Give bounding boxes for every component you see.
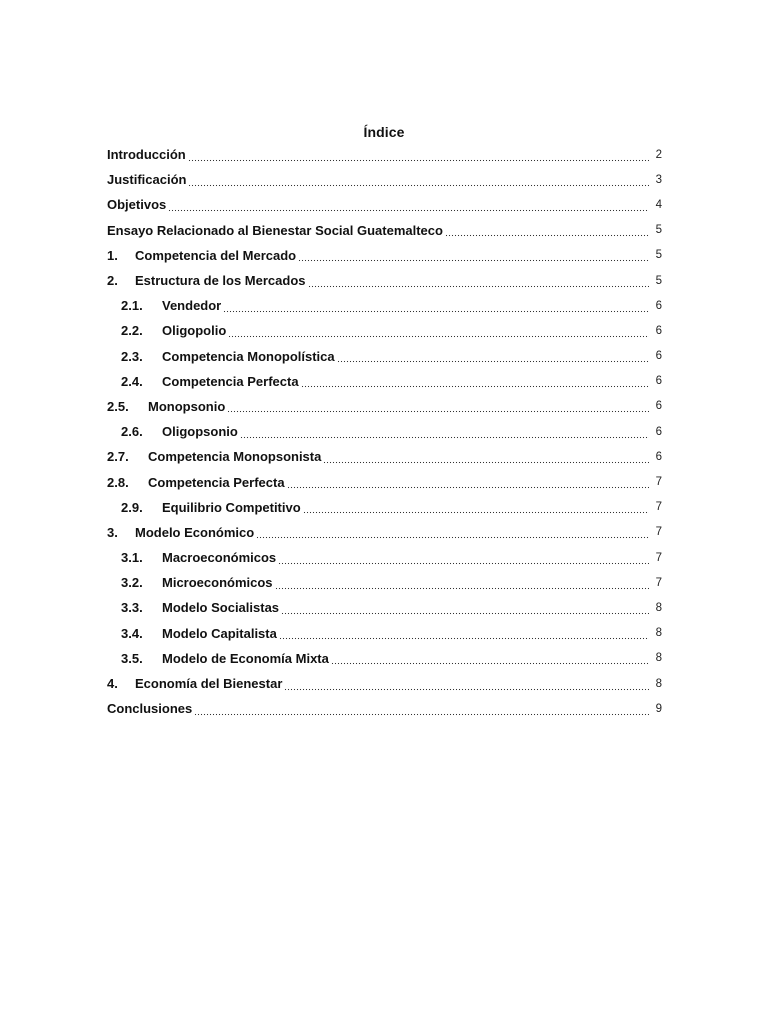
toc-entry-page-number: 6 <box>655 450 662 463</box>
toc-entry-number: 4. <box>107 676 118 692</box>
dot-leader <box>287 479 649 489</box>
toc-entry-page-number: 6 <box>655 299 662 312</box>
toc-entry-text: Introducción <box>107 147 186 163</box>
toc-entry-label <box>107 349 335 364</box>
toc-entry-page-number: 8 <box>655 601 662 614</box>
toc-entry-page-number: 5 <box>655 224 662 237</box>
toc-entry-number: 3.1. <box>121 550 143 566</box>
toc-entry-label <box>107 323 226 338</box>
toc-entry-text: Modelo Económico <box>135 524 255 540</box>
toc-entry-text: Monopsonio <box>148 398 226 414</box>
toc-entry-text: Competencia Monopolística <box>162 348 335 364</box>
toc-entry-text: Estructura de los Mercados <box>135 273 306 289</box>
dot-leader <box>337 353 649 363</box>
toc-entry-page-number: 6 <box>655 324 662 337</box>
toc-entry-text: Competencia Monopsonista <box>148 449 322 465</box>
toc-entry-text: Modelo Socialistas <box>162 600 280 616</box>
toc-entry-text: Competencia Perfecta <box>148 474 285 490</box>
toc-entry-number: 3.4. <box>121 625 143 641</box>
toc-entry-number: 3. <box>107 524 118 540</box>
toc-entry-text: Justificación <box>107 172 187 188</box>
dot-leader <box>323 454 649 464</box>
toc-entry-number: 2.5. <box>107 398 129 414</box>
toc-entry-label <box>107 500 301 515</box>
toc-entry-number: 2.3. <box>121 348 143 364</box>
toc-entry[interactable] <box>107 419 662 444</box>
toc-entry[interactable] <box>107 218 662 243</box>
toc-entry-label <box>107 424 238 439</box>
toc-entry[interactable] <box>107 595 662 620</box>
toc-entry-text: Microeconómicos <box>162 575 273 591</box>
toc-entry[interactable] <box>107 293 662 318</box>
toc-entry-label <box>107 172 186 187</box>
dot-leader <box>284 681 649 691</box>
toc-entry-page-number: 6 <box>655 425 662 438</box>
toc-entry[interactable] <box>107 469 662 494</box>
toc-entry-page-number: 5 <box>655 274 662 287</box>
dot-leader <box>298 252 649 262</box>
toc-entry-number: 3.2. <box>121 575 143 591</box>
toc-entry[interactable] <box>107 243 662 268</box>
toc-entry-number: 2.8. <box>107 474 129 490</box>
toc-entry[interactable] <box>107 142 662 167</box>
dot-leader <box>188 152 649 162</box>
toc-entry-page-number: 6 <box>655 400 662 413</box>
toc-entry-number: 2.6. <box>121 424 143 440</box>
toc-entry-text: Economía del Bienestar <box>135 676 283 692</box>
dot-leader <box>279 630 649 640</box>
toc-entry-label <box>107 626 277 641</box>
toc-entry-number: 1. <box>107 247 118 263</box>
toc-entry[interactable] <box>107 671 662 696</box>
toc-entry[interactable] <box>107 318 662 343</box>
toc-entry-page-number: 5 <box>655 249 662 262</box>
toc-entry-number: 2.4. <box>121 373 143 389</box>
toc-entry-label <box>107 374 299 389</box>
dot-leader <box>275 580 649 590</box>
toc-entry-number: 3.5. <box>121 650 143 666</box>
toc-entry-number: 3.3. <box>121 600 143 616</box>
toc-entry-label <box>107 600 279 615</box>
dot-leader <box>256 529 649 539</box>
dot-leader <box>223 303 649 313</box>
toc-entry-page-number: 7 <box>655 501 662 514</box>
toc-entry-text: Equilibrio Competitivo <box>162 499 301 515</box>
toc-entry[interactable] <box>107 394 662 419</box>
dot-leader <box>445 227 649 237</box>
dot-leader <box>168 202 649 212</box>
toc-entry-label <box>107 550 276 565</box>
toc-entry-label <box>107 248 296 263</box>
toc-entry[interactable] <box>107 495 662 520</box>
toc-entry-label <box>107 399 225 414</box>
toc-entry-page-number: 8 <box>655 677 662 690</box>
toc-entry[interactable] <box>107 621 662 646</box>
toc-entry-text: Objetivos <box>107 197 167 213</box>
toc-entry-label <box>107 449 321 464</box>
toc-entry-page-number: 8 <box>655 627 662 640</box>
dot-leader <box>227 403 649 413</box>
toc-entry-text: Oligopsonio <box>162 424 238 440</box>
toc-entry-page-number: 7 <box>655 526 662 539</box>
dot-leader <box>308 278 650 288</box>
toc-entry-page-number: 6 <box>655 350 662 363</box>
dot-leader <box>228 328 649 338</box>
toc-entry-page-number: 7 <box>655 476 662 489</box>
toc-entry-page-number: 9 <box>655 702 662 715</box>
toc-entry[interactable] <box>107 192 662 217</box>
toc-entry-label <box>107 575 273 590</box>
toc-entry-label <box>107 223 443 238</box>
toc-title: Índice <box>363 124 405 140</box>
toc-entry[interactable] <box>107 545 662 570</box>
toc-entry-label <box>107 197 166 212</box>
toc-entry-page-number: 7 <box>655 551 662 564</box>
toc-entry-text: Macroeconómicos <box>162 550 277 566</box>
toc-entry-label <box>107 701 192 716</box>
toc-entry-number: 2.1. <box>121 298 143 314</box>
toc-entry[interactable] <box>107 369 662 394</box>
dot-leader <box>240 429 649 439</box>
toc-entry-page-number: 2 <box>655 148 662 161</box>
toc-entry-label <box>107 475 285 490</box>
dot-leader <box>303 504 649 514</box>
toc-entry-text: Ensayo Relacionado al Bienestar Social Guatemalteco <box>107 222 443 238</box>
toc-entry-number: 2.7. <box>107 449 129 465</box>
toc-entry[interactable] <box>107 344 662 369</box>
table-of-contents <box>107 142 662 721</box>
dot-leader <box>278 555 649 565</box>
toc-entry-label <box>107 273 306 288</box>
dot-leader <box>331 655 649 665</box>
toc-entry[interactable] <box>107 696 662 721</box>
toc-entry-label <box>107 525 254 540</box>
dot-leader <box>194 706 649 716</box>
toc-entry-text: Conclusiones <box>107 701 193 717</box>
toc-entry-number: 2.2. <box>121 323 143 339</box>
toc-entry-number: 2.9. <box>121 499 143 515</box>
toc-entry-page-number: 3 <box>655 173 662 186</box>
toc-entry-text: Vendedor <box>162 298 222 314</box>
dot-leader <box>301 378 649 388</box>
toc-entry-label <box>107 676 282 691</box>
dot-leader <box>281 605 649 615</box>
toc-entry-page-number: 7 <box>655 576 662 589</box>
toc-entry[interactable] <box>107 444 662 469</box>
toc-entry-label <box>107 147 186 162</box>
toc-entry-text: Competencia del Mercado <box>135 247 297 263</box>
toc-entry-text: Competencia Perfecta <box>162 373 299 389</box>
toc-entry-number: 2. <box>107 273 118 289</box>
toc-entry[interactable] <box>107 520 662 545</box>
toc-entry[interactable] <box>107 570 662 595</box>
dot-leader <box>188 177 649 187</box>
toc-entry-page-number: 6 <box>655 375 662 388</box>
toc-entry-text: Modelo de Economía Mixta <box>162 650 329 666</box>
toc-entry-text: Modelo Capitalista <box>162 625 277 641</box>
toc-entry[interactable] <box>107 167 662 192</box>
toc-entry-label <box>107 651 329 666</box>
toc-entry-page-number: 4 <box>655 198 662 211</box>
toc-entry-label <box>107 298 221 313</box>
toc-entry[interactable] <box>107 646 662 671</box>
toc-entry-text: Oligopolio <box>162 323 227 339</box>
toc-entry-page-number: 8 <box>655 652 662 665</box>
toc-entry[interactable] <box>107 268 662 293</box>
